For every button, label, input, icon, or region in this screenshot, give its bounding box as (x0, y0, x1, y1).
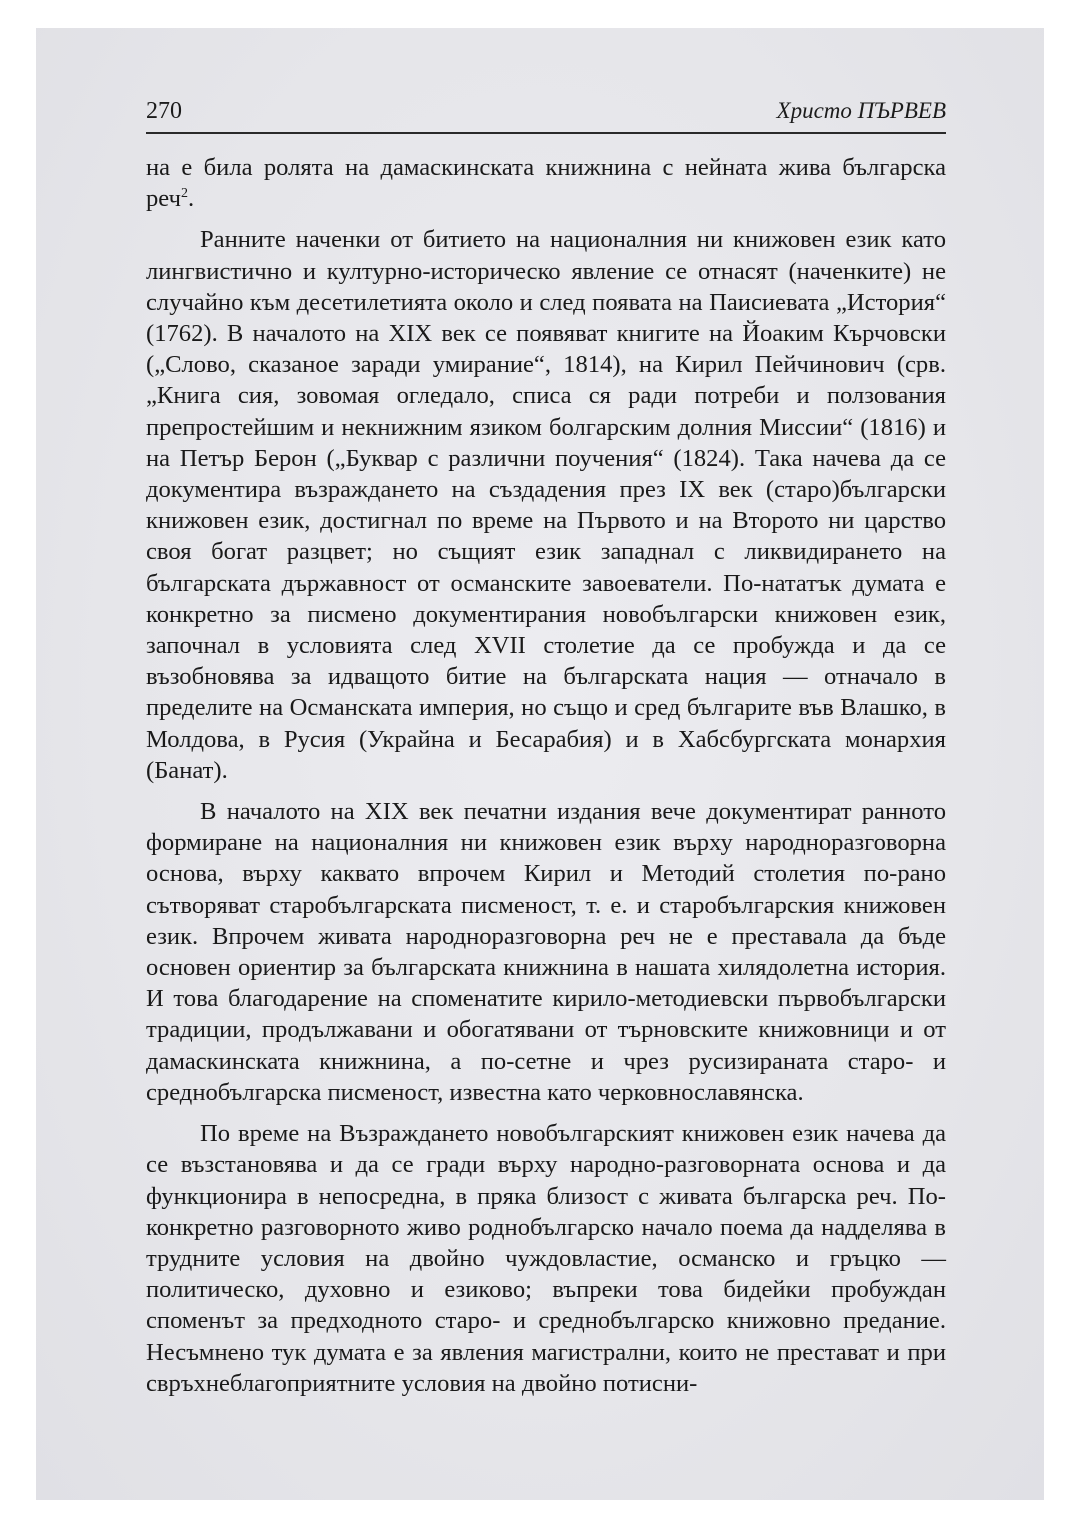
running-head-author: Христо ПЪРВЕВ (776, 98, 946, 123)
body-text (146, 152, 946, 1409)
paragraph-3: В началото на XIX век печатни издания вече документират ранното формиране на националния ни книжовен език върху народноразговорна основа, върху каквато впрочем Кирил и Методий столетия по-рано сътворяват старобългарската писменост, т. е. и старобългарския книжовен език. Впрочем живата народноразговорна реч не е преставала да бъде основен ориентир за българската книжнина в нашата хилядолетна история. И това благодарение на споменатите кирило-методиевски първобългарски традиции, продължавани и обогатявани от търновските книжовници и от дамаскинската книжнина, а по-сетне и чрез русизираната старо- и среднобългарска писменост, известна като черковнославянска. (146, 798, 946, 1106)
page-header (146, 96, 946, 134)
paragraph-2: Ранните наченки от битието на националния ни книжовен език като лингвистично и културно-историческо явление се отнасят (наченките) не случайно към десетилетията около и след появата на Паисиевата „История“ (1762). В началото на XIX век се появяват книгите на Йоаким Кърчовски („Слово, сказаное заради умирание“, 1814), на Кирил Пейчинович (срв. „Книга сия, зовомая огледало, списа ся ради потреби и ползования препростейшим и некнижним язиком болгарским долния Миссии“ (1816) и на Петър Берон („Буквар с различни поучения“ (1824). Така начева да се документира възраждането на създадения през IX век (старо)български книжовен език, достигнал по време на Първото и на Второто ни царство своя богат разцвет; но същият език западнал с ликвидирането на българската държавност от османските завоеватели. По-нататък думата е конкретно за писмено документирания новобългарски книжовен език, започнал в условията след XVII столетие да се пробужда и да се възобновява за идващото битие на българската нация — отначало в пределите на Османската империя, но също и сред българите във Влашко, в Молдова, в Русия (Украйна и Бесарабия) и в Хабсбургската монархия (Банат). (146, 226, 946, 784)
paragraph-4: По време на Възраждането новобългарският книжовен език начева да се възстановява и да се гради върху народно-разговорната основа и да функционира в непосредна, в пряка близост с живата българска реч. По-конкретно разговорното живо роднобългарско начало поема да надделява в трудните условия на двойно чуждовластие, османско и гръцко — политическо, духовно и езиково; въпреки това бидейки пробуждан споменът за предходното старо- и среднобългарско книжовно предание. Несъмнено тук думата е за явления магистрални, които не престават и при свръхнеблагоприятните условия на двойно потисни- (146, 1120, 946, 1397)
paragraph-1 (146, 152, 946, 214)
footnote-marker: 2 (180, 186, 188, 202)
paragraph-1-end: . (187, 185, 195, 213)
page-number: 270 (146, 98, 182, 124)
paragraph-1-text: на е била ролята на дамаскинската книжнина с нейната жива българска реч (146, 154, 946, 213)
